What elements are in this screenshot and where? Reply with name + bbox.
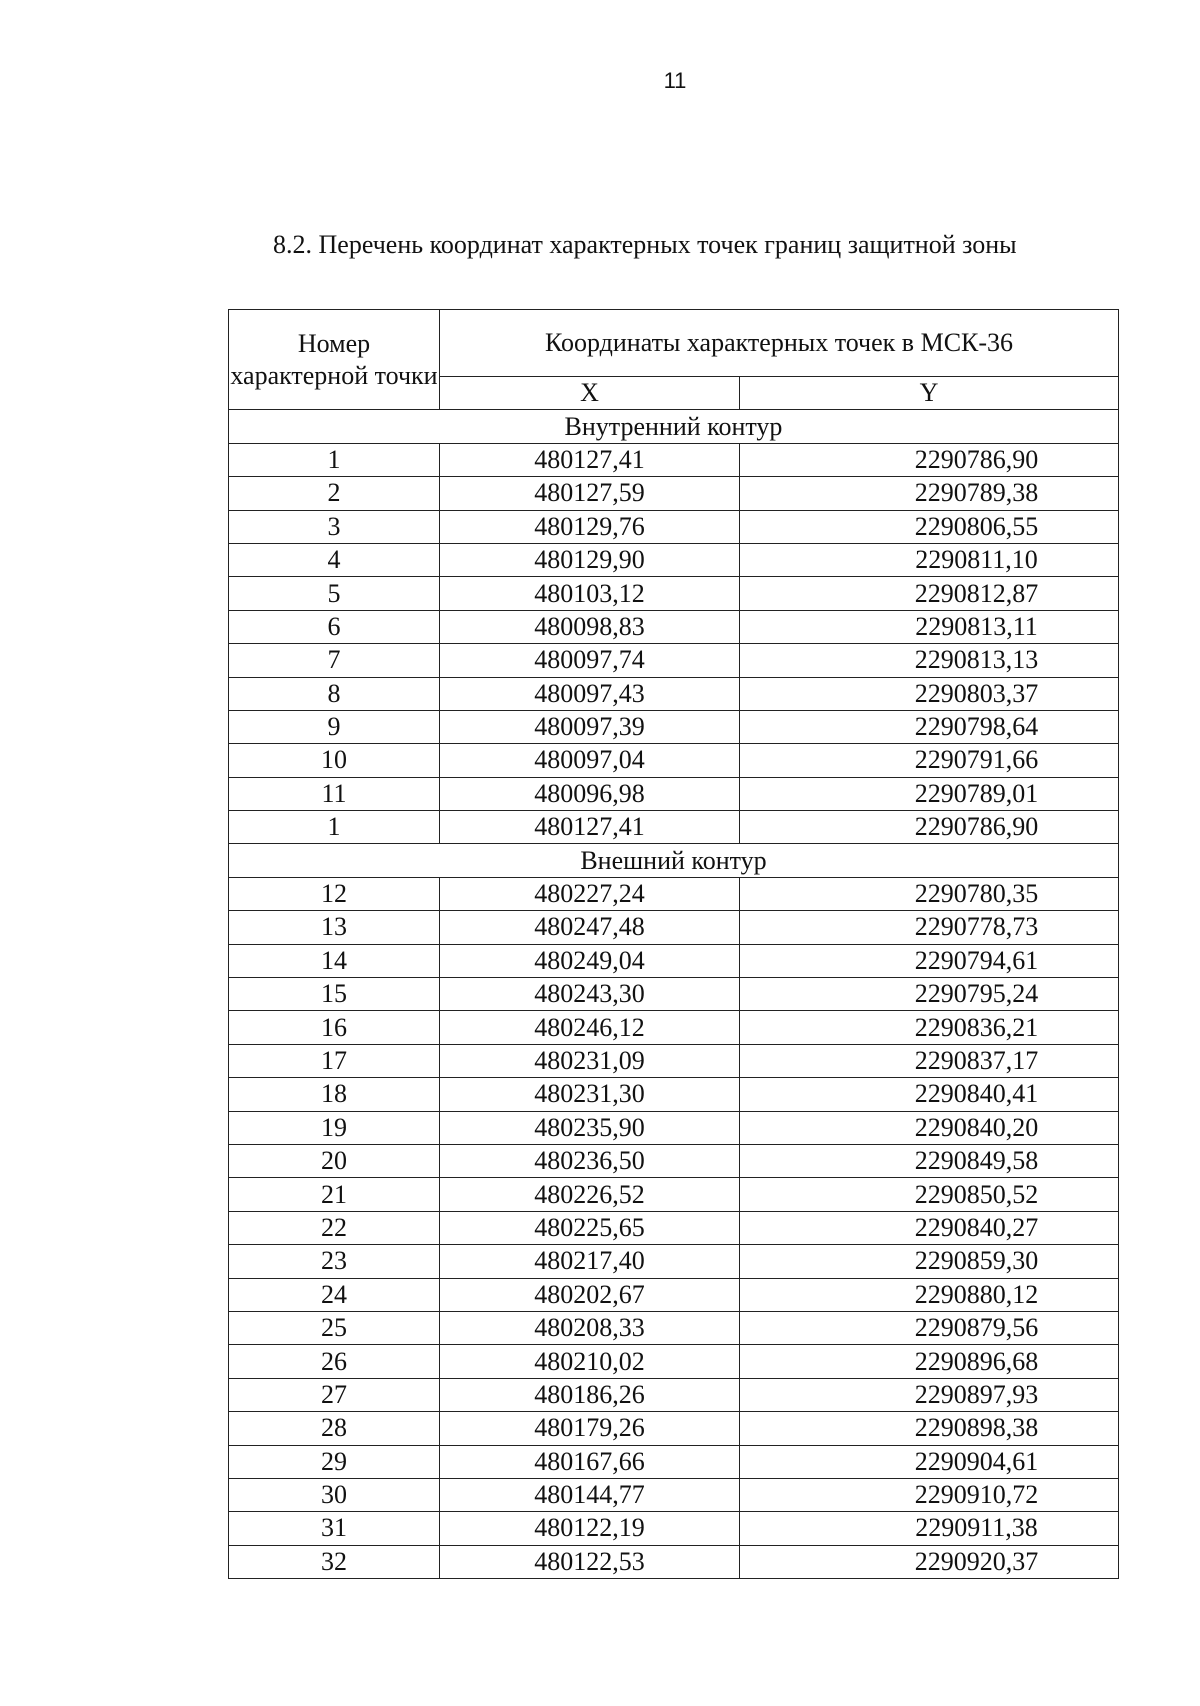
table-row [229, 577, 1119, 610]
y-coordinate-cell: 2290806,55 [740, 510, 1119, 543]
point-number-cell: 31 [229, 1512, 440, 1545]
x-coordinate-cell: 480103,12 [440, 577, 740, 610]
point-number-cell: 23 [229, 1245, 440, 1278]
table-row [229, 1078, 1119, 1111]
y-coordinate-cell: 2290840,41 [740, 1078, 1119, 1111]
y-coordinate-cell: 2290898,38 [740, 1412, 1119, 1445]
table-row [229, 677, 1119, 710]
y-coordinate-cell: 2290812,87 [740, 577, 1119, 610]
table-row [229, 1311, 1119, 1344]
table-row [229, 1144, 1119, 1177]
table-row [229, 744, 1119, 777]
y-coordinate-cell: 2290786,90 [740, 443, 1119, 476]
page-number: 11 [663, 68, 687, 93]
section-row [229, 410, 1119, 443]
point-number-cell: 14 [229, 944, 440, 977]
y-coordinate-cell: 2290840,27 [740, 1211, 1119, 1244]
point-number-cell: 16 [229, 1011, 440, 1044]
point-number-cell: 25 [229, 1311, 440, 1344]
point-number-cell: 24 [229, 1278, 440, 1311]
table-row [229, 1211, 1119, 1244]
table-row [229, 1178, 1119, 1211]
point-number-cell: 19 [229, 1111, 440, 1144]
y-coordinate-cell: 2290910,72 [740, 1478, 1119, 1511]
y-coordinate-cell: 2290920,37 [740, 1545, 1119, 1578]
x-coordinate-cell: 480122,19 [440, 1512, 740, 1545]
y-coordinate-cell: 2290789,38 [740, 477, 1119, 510]
table-row [229, 877, 1119, 910]
point-number-cell: 7 [229, 644, 440, 677]
table-row [229, 777, 1119, 810]
y-coordinate-cell: 2290840,20 [740, 1111, 1119, 1144]
table-row [229, 1445, 1119, 1478]
point-number-cell: 32 [229, 1545, 440, 1578]
table-row [229, 1245, 1119, 1278]
table-row [229, 1278, 1119, 1311]
page-title: 8.2. Перечень координат характерных точек границ защитной зоны [273, 230, 1017, 259]
y-coordinate-cell: 2290896,68 [740, 1345, 1119, 1378]
point-number-cell: 1 [229, 811, 440, 844]
x-coordinate-cell: 480144,77 [440, 1478, 740, 1511]
table-row [229, 1111, 1119, 1144]
table-row [229, 944, 1119, 977]
y-coordinate-cell: 2290850,52 [740, 1178, 1119, 1211]
point-number-cell: 17 [229, 1044, 440, 1077]
point-number-cell: 3 [229, 510, 440, 543]
x-coordinate-cell: 480186,26 [440, 1378, 740, 1411]
coordinates-table [228, 309, 1119, 1579]
header-x: X [440, 377, 740, 410]
table-row [229, 1044, 1119, 1077]
section-title: Внутренний контур [229, 410, 1119, 443]
point-number-cell: 12 [229, 877, 440, 910]
y-coordinate-cell: 2290811,10 [740, 543, 1119, 576]
point-number-cell: 11 [229, 777, 440, 810]
header-coordinates: Координаты характерных точек в МСК-36 [440, 310, 1119, 377]
y-coordinate-cell: 2290911,38 [740, 1512, 1119, 1545]
table-row [229, 610, 1119, 643]
point-number-cell: 30 [229, 1478, 440, 1511]
point-number-cell: 2 [229, 477, 440, 510]
table-row [229, 1478, 1119, 1511]
point-number-cell: 22 [229, 1211, 440, 1244]
table-row [229, 1011, 1119, 1044]
table-row [229, 911, 1119, 944]
x-coordinate-cell: 480127,59 [440, 477, 740, 510]
x-coordinate-cell: 480227,24 [440, 877, 740, 910]
y-coordinate-cell: 2290897,93 [740, 1378, 1119, 1411]
table-row [229, 1378, 1119, 1411]
y-coordinate-cell: 2290849,58 [740, 1144, 1119, 1177]
x-coordinate-cell: 480179,26 [440, 1412, 740, 1445]
x-coordinate-cell: 480122,53 [440, 1545, 740, 1578]
table-row [229, 1345, 1119, 1378]
point-number-cell: 18 [229, 1078, 440, 1111]
y-coordinate-cell: 2290904,61 [740, 1445, 1119, 1478]
point-number-cell: 9 [229, 710, 440, 743]
table-row [229, 1545, 1119, 1578]
y-coordinate-cell: 2290879,56 [740, 1311, 1119, 1344]
y-coordinate-cell: 2290880,12 [740, 1278, 1119, 1311]
y-coordinate-cell: 2290780,35 [740, 877, 1119, 910]
header-y: Y [740, 377, 1119, 410]
table-row [229, 477, 1119, 510]
point-number-cell: 15 [229, 978, 440, 1011]
x-coordinate-cell: 480246,12 [440, 1011, 740, 1044]
table-row [229, 811, 1119, 844]
x-coordinate-cell: 480127,41 [440, 811, 740, 844]
header-point-number: Номер характерной точки [229, 310, 440, 410]
section-title: Внешний контур [229, 844, 1119, 877]
y-coordinate-cell: 2290859,30 [740, 1245, 1119, 1278]
x-coordinate-cell: 480097,04 [440, 744, 740, 777]
point-number-cell: 20 [229, 1144, 440, 1177]
point-number-cell: 28 [229, 1412, 440, 1445]
x-coordinate-cell: 480226,52 [440, 1178, 740, 1211]
point-number-cell: 26 [229, 1345, 440, 1378]
point-number-cell: 6 [229, 610, 440, 643]
x-coordinate-cell: 480217,40 [440, 1245, 740, 1278]
y-coordinate-cell: 2290798,64 [740, 710, 1119, 743]
x-coordinate-cell: 480231,30 [440, 1078, 740, 1111]
point-number-cell: 13 [229, 911, 440, 944]
x-coordinate-cell: 480208,33 [440, 1311, 740, 1344]
y-coordinate-cell: 2290794,61 [740, 944, 1119, 977]
y-coordinate-cell: 2290803,37 [740, 677, 1119, 710]
table-row [229, 443, 1119, 476]
point-number-cell: 27 [229, 1378, 440, 1411]
table-row [229, 978, 1119, 1011]
y-coordinate-cell: 2290813,13 [740, 644, 1119, 677]
table-row [229, 1412, 1119, 1445]
x-coordinate-cell: 480098,83 [440, 610, 740, 643]
y-coordinate-cell: 2290791,66 [740, 744, 1119, 777]
x-coordinate-cell: 480236,50 [440, 1144, 740, 1177]
table-row [229, 1512, 1119, 1545]
y-coordinate-cell: 2290813,11 [740, 610, 1119, 643]
y-coordinate-cell: 2290837,17 [740, 1044, 1119, 1077]
x-coordinate-cell: 480127,41 [440, 443, 740, 476]
x-coordinate-cell: 480247,48 [440, 911, 740, 944]
point-number-cell: 21 [229, 1178, 440, 1211]
x-coordinate-cell: 480129,90 [440, 543, 740, 576]
x-coordinate-cell: 480167,66 [440, 1445, 740, 1478]
table-row [229, 644, 1119, 677]
point-number-cell: 10 [229, 744, 440, 777]
x-coordinate-cell: 480249,04 [440, 944, 740, 977]
x-coordinate-cell: 480096,98 [440, 777, 740, 810]
point-number-cell: 4 [229, 543, 440, 576]
table-row [229, 710, 1119, 743]
table-header-row [229, 310, 1119, 377]
x-coordinate-cell: 480129,76 [440, 510, 740, 543]
table-row [229, 510, 1119, 543]
point-number-cell: 1 [229, 443, 440, 476]
table-row [229, 543, 1119, 576]
y-coordinate-cell: 2290789,01 [740, 777, 1119, 810]
x-coordinate-cell: 480097,39 [440, 710, 740, 743]
x-coordinate-cell: 480225,65 [440, 1211, 740, 1244]
point-number-cell: 8 [229, 677, 440, 710]
point-number-cell: 29 [229, 1445, 440, 1478]
y-coordinate-cell: 2290786,90 [740, 811, 1119, 844]
x-coordinate-cell: 480210,02 [440, 1345, 740, 1378]
x-coordinate-cell: 480231,09 [440, 1044, 740, 1077]
y-coordinate-cell: 2290836,21 [740, 1011, 1119, 1044]
y-coordinate-cell: 2290778,73 [740, 911, 1119, 944]
x-coordinate-cell: 480235,90 [440, 1111, 740, 1144]
x-coordinate-cell: 480243,30 [440, 978, 740, 1011]
section-row [229, 844, 1119, 877]
x-coordinate-cell: 480097,43 [440, 677, 740, 710]
x-coordinate-cell: 480097,74 [440, 644, 740, 677]
x-coordinate-cell: 480202,67 [440, 1278, 740, 1311]
point-number-cell: 5 [229, 577, 440, 610]
y-coordinate-cell: 2290795,24 [740, 978, 1119, 1011]
